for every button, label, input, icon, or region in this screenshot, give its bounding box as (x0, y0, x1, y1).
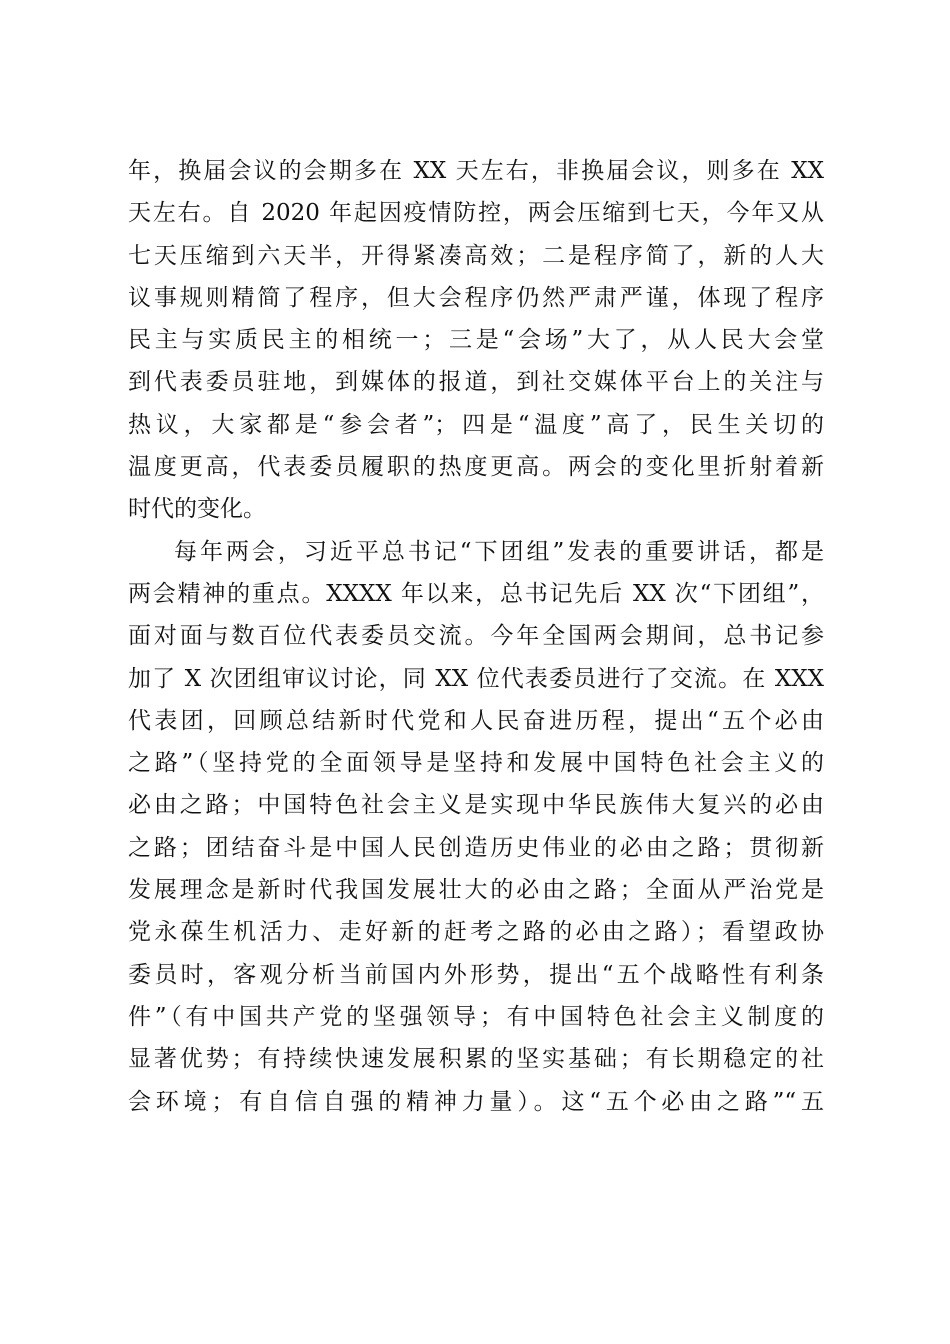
text-line: 必由之路；中国特色社会主义是实现中华民族伟大复兴的必由 (128, 792, 824, 819)
text-line: 议事规则精简了程序，但大会程序仍然严肃严谨，体现了程序 (128, 284, 824, 311)
text-line: 到代表委员驻地，到媒体的报道，到社交媒体平台上的关注与 (128, 369, 824, 396)
text-line: 之路”（坚持党的全面领导是坚持和发展中国特色社会主义的 (128, 750, 824, 777)
text-line: 两会精神的重点。XXXX 年以来，总书记先后 XX 次“下团组”， (128, 580, 824, 607)
text-line: 显著优势；有持续快速发展积累的坚实基础；有长期稳定的社 (128, 1046, 824, 1073)
text-line: 七天压缩到六天半，开得紧凑高效；二是程序简了，新的人大 (128, 242, 824, 269)
text-line: 加了 X 次团组审议讨论，同 XX 位代表委员进行了交流。在 XXX (128, 665, 824, 692)
text-line: 会环境；有自信自强的精神力量）。这“五个必由之路”“五 (128, 1088, 824, 1115)
text-line: 民主与实质民主的相统一；三是“会场”大了，从人民大会堂 (128, 327, 824, 354)
document-body (128, 150, 824, 1123)
text-line: 时代的变化。 (128, 496, 266, 523)
text-line: 天左右。自 2020 年起因疫情防控，两会压缩到七天，今年又从 (128, 200, 824, 227)
text-line: 之路；团结奋斗是中国人民创造历史伟业的必由之路；贯彻新 (128, 834, 824, 861)
paragraph-2 (128, 531, 824, 1123)
text-line: 件”（有中国共产党的坚强领导；有中国特色社会主义制度的 (128, 1003, 824, 1030)
text-line: 年，换届会议的会期多在 XX 天左右，非换届会议，则多在 XX (128, 158, 824, 184)
text-line: 每年两会，习近平总书记“下团组”发表的重要讲话，都是 (174, 538, 824, 565)
text-line: 党永葆生机活力、走好新的赶考之路的必由之路）；看望政协 (128, 919, 824, 946)
text-line: 发展理念是新时代我国发展壮大的必由之路；全面从严治党是 (128, 877, 824, 904)
paragraph-1 (128, 150, 824, 531)
text-line: 委员时，客观分析当前国内外形势，提出“五个战略性有利条 (128, 961, 824, 988)
text-line: 热议，大家都是“参会者”；四是“温度”高了，民生关切的 (128, 411, 824, 438)
text-line: 面对面与数百位代表委员交流。今年全国两会期间，总书记参 (128, 623, 824, 650)
text-line: 温度更高，代表委员履职的热度更高。两会的变化里折射着新 (128, 454, 824, 481)
text-line: 代表团，回顾总结新时代党和人民奋进历程，提出“五个必由 (128, 707, 824, 734)
